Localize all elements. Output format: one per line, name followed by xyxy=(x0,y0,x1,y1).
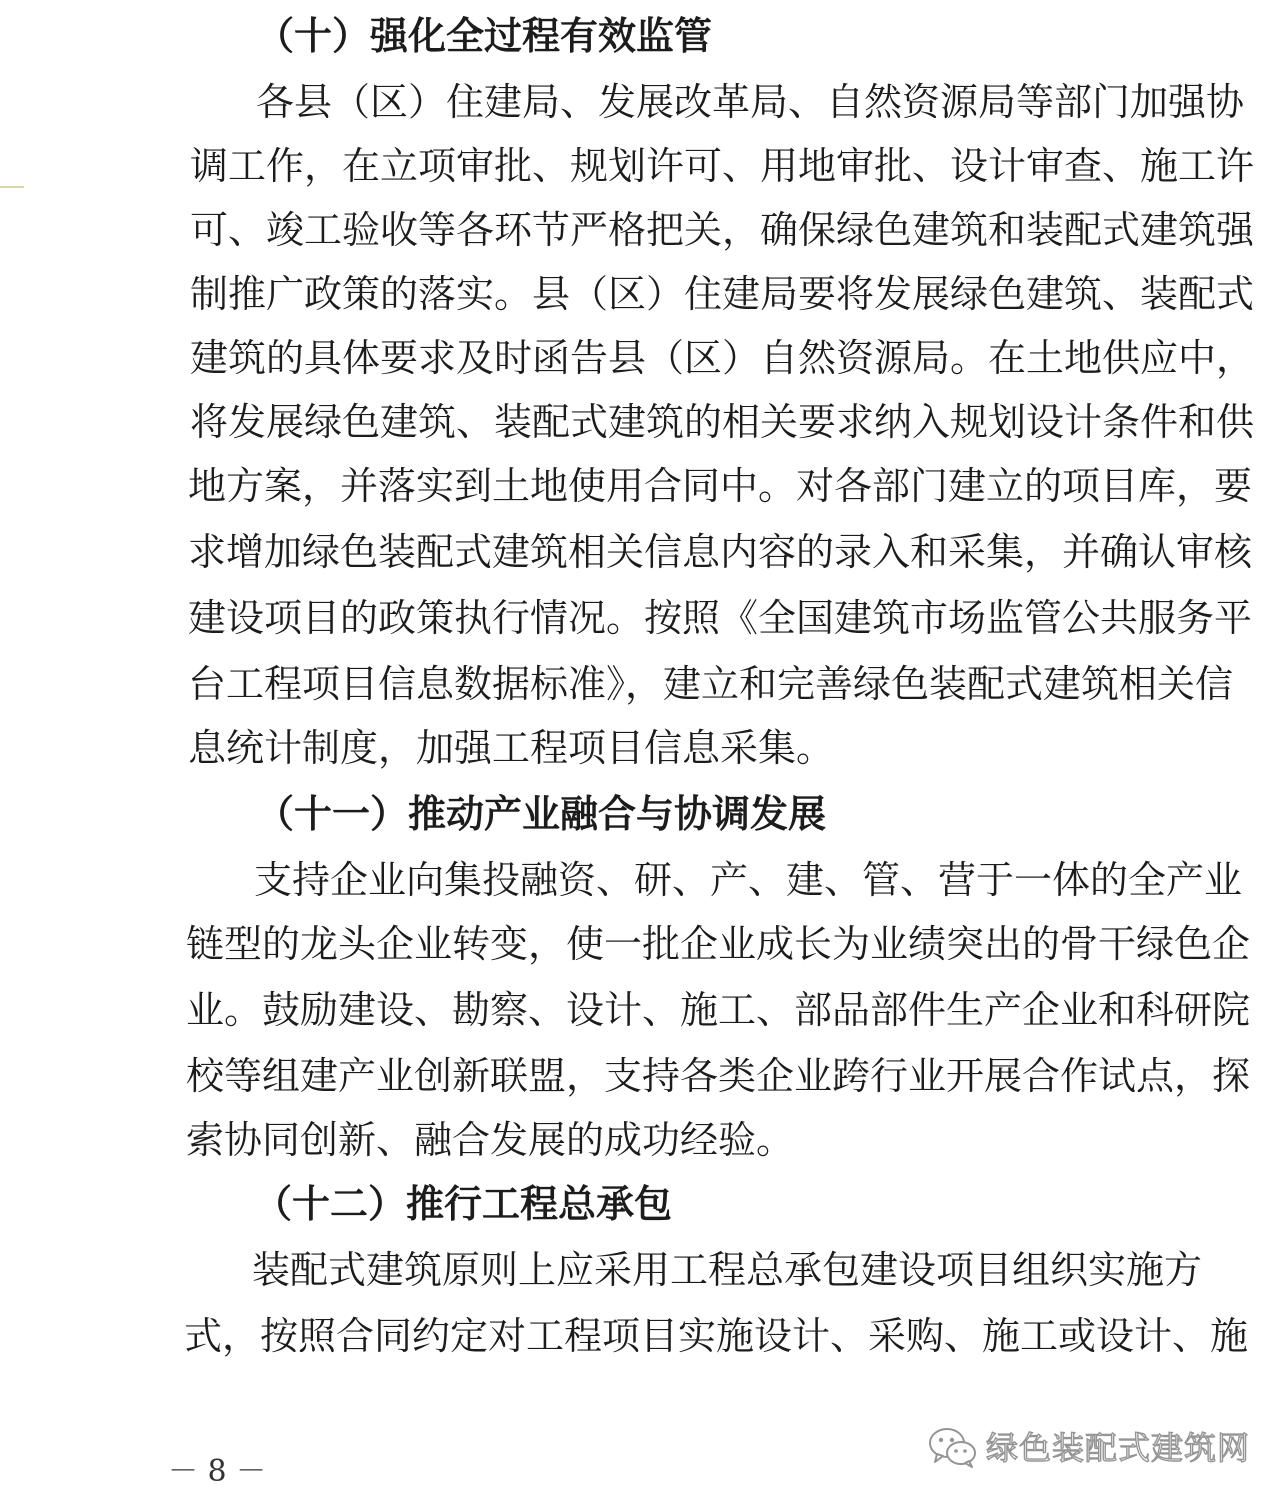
watermark-text: 绿色装配式建筑网 xyxy=(986,1429,1251,1467)
watermark xyxy=(928,1420,1250,1476)
wechat-icon xyxy=(928,1425,978,1471)
paragraph-line: 将发展绿色建筑、装配式建筑的相关要求纳入规划设计条件和供 xyxy=(190,400,1255,444)
paragraph-line: 装配式建筑原则上应采用工程总承包建设项目组织实施方 xyxy=(252,1248,1203,1292)
section-heading-10: （十）强化全过程有效监管 xyxy=(256,13,713,58)
paragraph-line: 制推广政策的落实。县（区）住建局要将发展绿色建筑、装配式 xyxy=(190,272,1255,316)
paragraph-line: 索协同创新、融合发展的成功经验。 xyxy=(186,1118,795,1162)
paragraph-line: 建设项目的政策执行情况。按照《全国建筑市场监管公共服务平 xyxy=(188,596,1253,640)
paragraph-line: 地方案，并落实到土地使用合同中。对各部门建立的项目库，要 xyxy=(188,464,1253,508)
paragraph-line: 建筑的具体要求及时函告县（区）自然资源局。在土地供应中， xyxy=(190,336,1255,380)
section-heading-12: （十二）推行工程总承包 xyxy=(254,1181,673,1226)
paragraph-line: 可、竣工验收等各环节严格把关，确保绿色建筑和装配式建筑强 xyxy=(190,208,1255,252)
margin-mark xyxy=(0,186,24,188)
section-heading-11: （十一）推动产业融合与协调发展 xyxy=(256,791,827,836)
paragraph-line: 台工程项目信息数据标准》，建立和完善绿色装配式建筑相关信 xyxy=(188,662,1234,706)
paragraph-line: 支持企业向集投融资、研、产、建、管、营于一体的全产业 xyxy=(254,858,1243,902)
paragraph-line: 式，按照合同约定对工程项目实施设计、采购、施工或设计、施 xyxy=(184,1314,1249,1358)
paragraph-line: 业。鼓励建设、勘察、设计、施工、部品部件生产企业和科研院 xyxy=(186,988,1251,1032)
paragraph-line: 各县（区）住建局、发展改革局、自然资源局等部门加强协 xyxy=(256,80,1245,124)
paragraph-line: 求增加绿色装配式建筑相关信息内容的录入和采集，并确认审核 xyxy=(188,530,1253,574)
page-number: － 8 － xyxy=(168,1454,267,1489)
paragraph-line: 校等组建产业创新联盟，支持各类企业跨行业开展合作试点，探 xyxy=(186,1054,1251,1098)
paragraph-line: 息统计制度，加强工程项目信息采集。 xyxy=(188,726,835,770)
paragraph-line: 调工作，在立项审批、规划许可、用地审批、设计审查、施工许 xyxy=(190,144,1255,188)
paragraph-line: 链型的龙头企业转变，使一批企业成长为业绩突出的骨干绿色企 xyxy=(186,922,1251,966)
